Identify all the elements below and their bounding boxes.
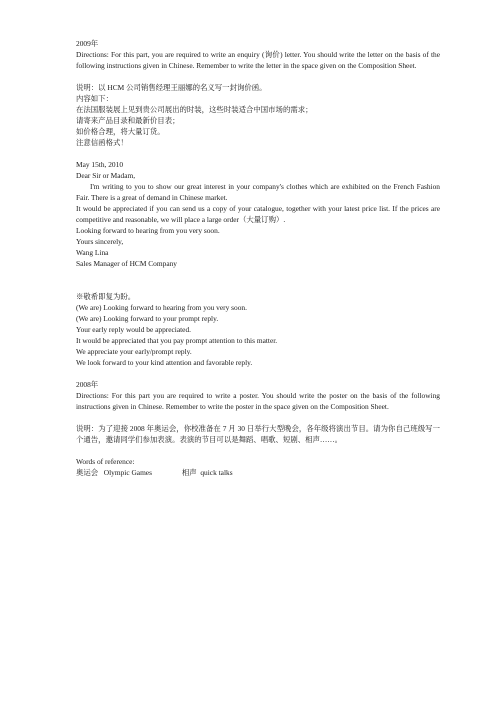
phrase-item: We look forward to your kind attention and favorable reply. bbox=[76, 358, 253, 367]
letter-date: May 15th, 2010 bbox=[76, 160, 124, 169]
reference-heading: Words of reference: bbox=[76, 457, 135, 466]
note-line: 内容如下： bbox=[76, 94, 113, 103]
reference-en-2: quick talks bbox=[200, 468, 233, 477]
letter-closing: Yours sincerely, bbox=[76, 237, 124, 246]
letter-body-3: Looking forward to hearing from you very soon. bbox=[76, 226, 220, 235]
note-line: 如价格合理，将大量订货。 bbox=[76, 127, 165, 136]
letter-signature-title: Sales Manager of HCM Company bbox=[76, 259, 177, 268]
phrase-item: (We are) Looking forward to your prompt reply. bbox=[76, 314, 219, 323]
directions-2008: Directions: For this part you are required to write a poster. You should write the poster on the basis of the following instructions given in Chinese. Remember to write the poster in the space given on the Composition Sheet. bbox=[76, 391, 440, 411]
note-line: 说明：以 HCM 公司销售经理王丽娜的名义写一封询价函。 bbox=[76, 83, 267, 92]
letter-body-1: I'm writing to you to show our great interest in your company's clothes which are exhibited on the French Fashion Fair. There is a great of demand in Chinese market. bbox=[76, 182, 440, 202]
reference-cn-1: 奥运会 bbox=[76, 468, 99, 477]
note-line: 在法国服装展上见到贵公司展出的时装，这些时装适合中国市场的需求； bbox=[76, 105, 313, 114]
phrase-item: We appreciate your early/prompt reply. bbox=[76, 347, 192, 356]
phrases-heading: ※敬希即复为盼。 bbox=[76, 292, 136, 301]
letter-salutation: Dear Sir or Madam, bbox=[76, 171, 136, 180]
year-2009-heading: 2009年 bbox=[76, 39, 99, 48]
letter-signature-name: Wang Lina bbox=[76, 248, 109, 257]
phrase-item: Your early reply would be appreciated. bbox=[76, 325, 191, 334]
letter-body-2: It would be appreciated if you can send us a copy of your catalogue, together with your latest price list. If the prices are competitive and reasonable, we will place a large order（大量订购）. bbox=[76, 204, 440, 224]
reference-en-1: Olympic Games bbox=[103, 468, 152, 477]
reference-words-row bbox=[76, 467, 440, 478]
note-line: 注意信函格式！ bbox=[76, 138, 128, 147]
note-line: 请寄来产品目录和最新价目表； bbox=[76, 116, 180, 125]
note-2008: 说明：为了迎接 2008 年奥运会，你校准备在 7 月 30 日举行大型晚会，各年级将演出节目。请为你自己班级写一个通告，邀请同学们参加表演。表演的节目可以是舞蹈、唱歌、短剧、相声……。 bbox=[76, 424, 440, 444]
reference-cn-2: 相声 bbox=[181, 468, 197, 477]
year-2008-heading: 2008年 bbox=[76, 380, 99, 389]
phrase-item: It would be appreciated that you pay prompt attention to this matter. bbox=[76, 336, 278, 345]
directions-2009: Directions: For this part, you are required to write an enquiry (询价) letter. You should write the letter on the basis of the following instructions given in Chinese. Remember to write the letter in the space given on the Composition Sheet. bbox=[76, 50, 440, 70]
phrase-item: (We are) Looking forward to hearing from you very soon. bbox=[76, 303, 247, 312]
